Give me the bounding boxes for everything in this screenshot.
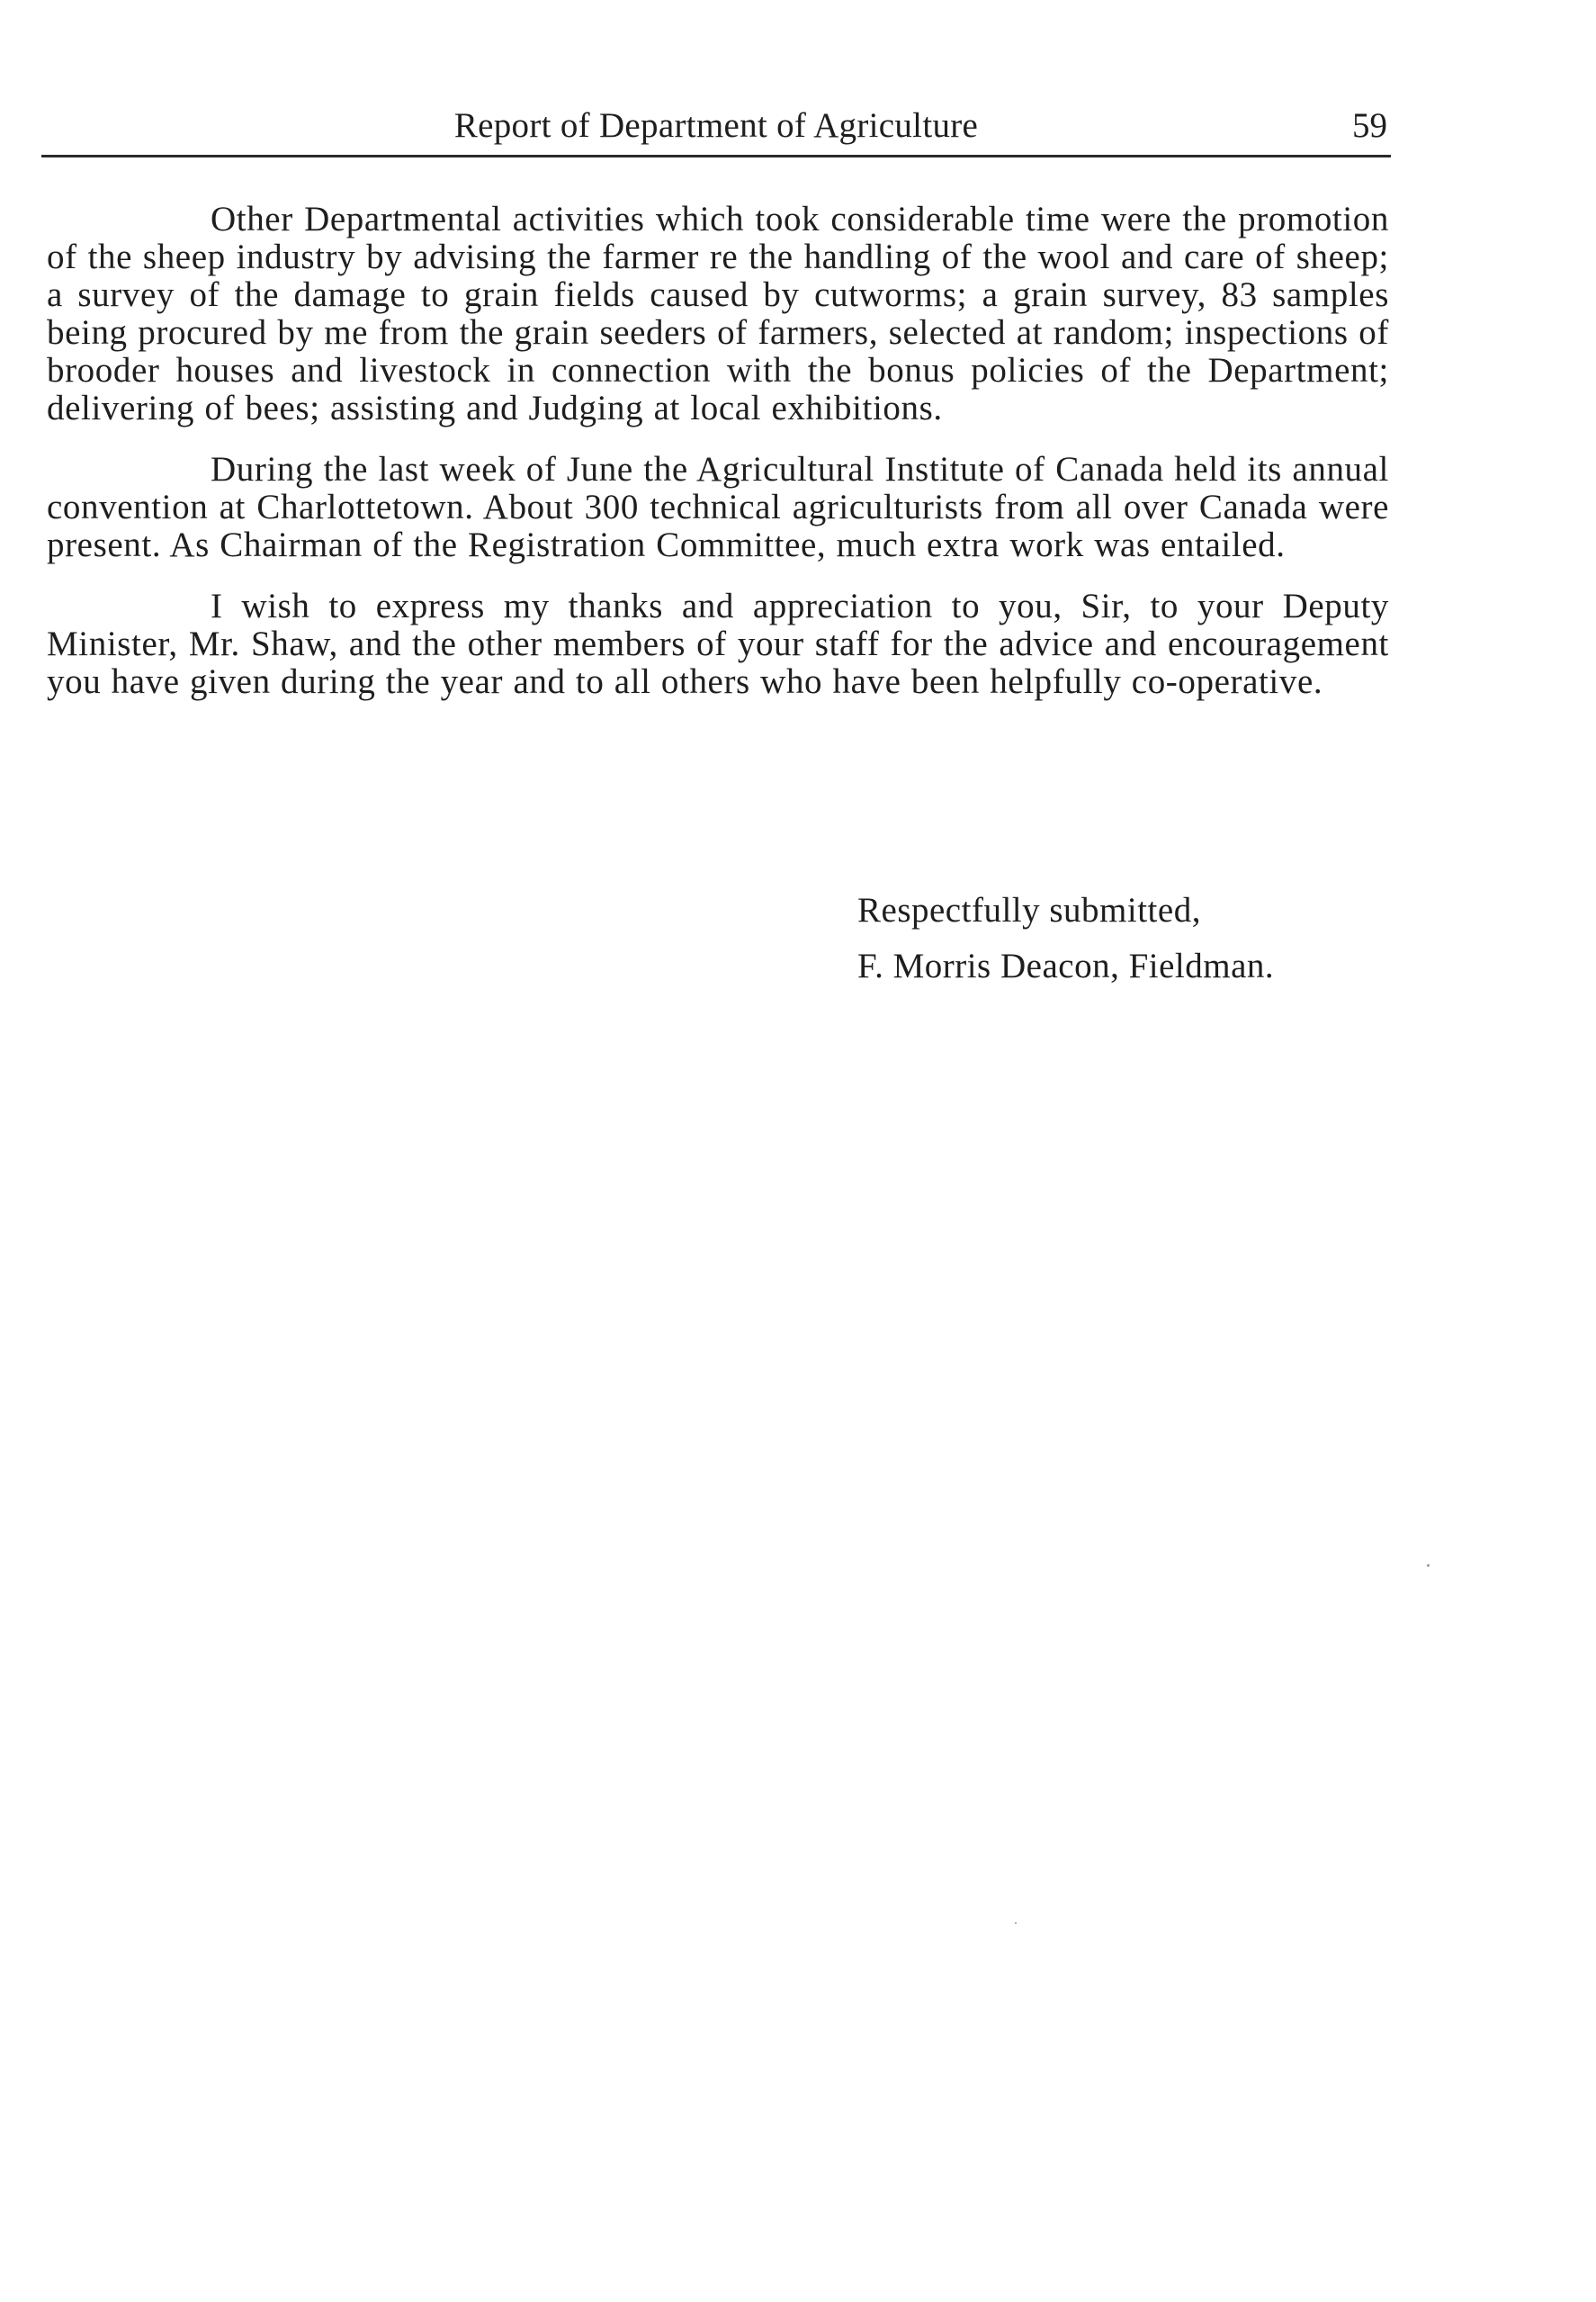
header-rule xyxy=(41,155,1391,157)
signature-line: F. Morris Deacon, Fieldman. xyxy=(857,947,1275,985)
closing-block xyxy=(857,891,1415,1003)
paragraph-activities: Other Departmental activities which took considerable time were the promotion of the sheep industry by advising the farmer re the handling of the wool and care of sheep; a survey of the damage to grain fields caused by cutworms; a grain survey, 83 samples being procured by me from the grain seeders of farmers, selected at random; inspections of brooder houses and livestock in connection with the bonus policies of the Department; delivering of bees; assisting and Judging at local exhibitions. xyxy=(47,200,1389,427)
scan-speck xyxy=(1427,1564,1430,1567)
paragraph-convention: During the last week of June the Agricultural Institute of Canada held its annual convention at Charlottetown. About 300 technical agriculturists from all over Canada were present. As Chairman of the Registration Committee, much extra work was entailed. xyxy=(47,450,1389,564)
page-number: 59 xyxy=(1352,106,1387,145)
scan-speck xyxy=(1015,1922,1017,1924)
salutation: Respectfully submitted, xyxy=(857,891,1201,930)
body-text xyxy=(47,201,1389,724)
paragraph-thanks: I wish to express my thanks and appreciation to you, Sir, to your Deputy Minister, Mr. Shaw, and the other members of your staff for the advice and encouragement you have given during the year and to all others who have been helpfully co-operative. xyxy=(47,587,1389,701)
running-head xyxy=(41,101,1391,151)
running-title: Report of Department of Agriculture xyxy=(453,106,979,145)
